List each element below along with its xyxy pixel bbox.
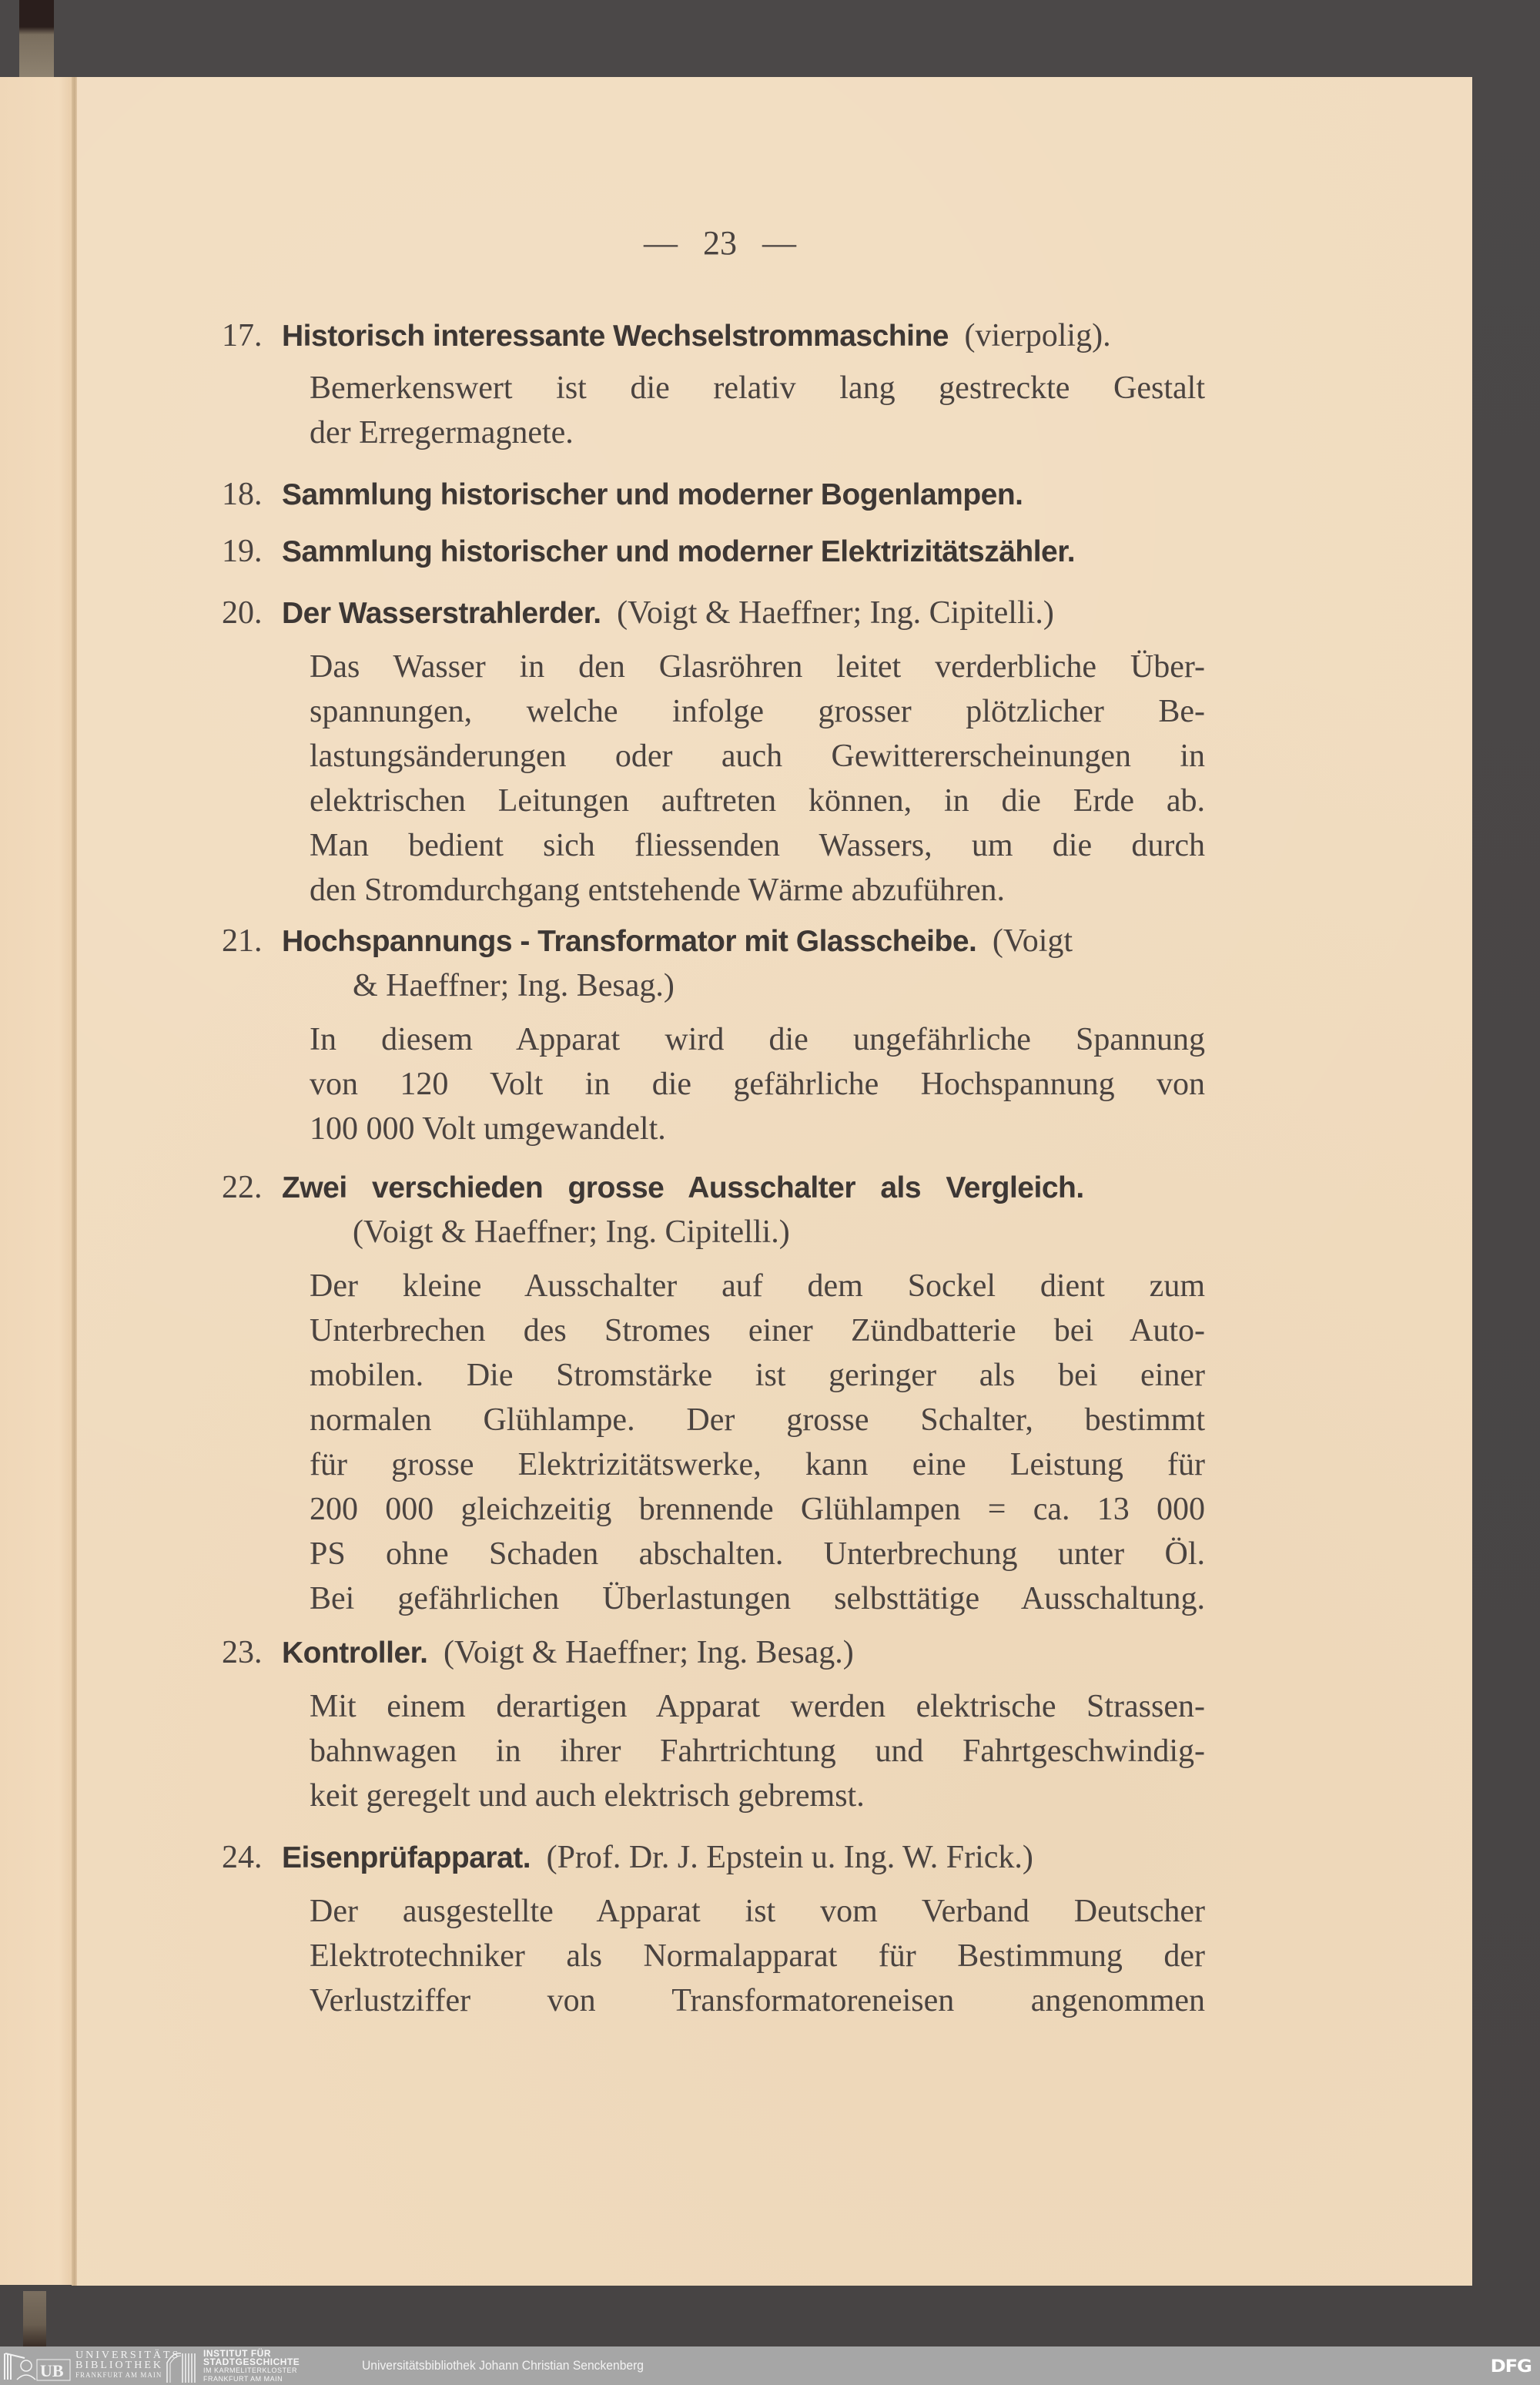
entry-title: Eisenprüfapparat. — [282, 1841, 531, 1874]
entry-number: 22. — [222, 1170, 263, 1205]
entry-title: Sammlung historischer und moderner Elektrizitätszähler. — [282, 535, 1076, 568]
entry-17-body-line: Bemerkenswert ist die relativ lang gestreckte Gestalt — [310, 370, 1205, 406]
entry-21-heading — [222, 923, 1073, 960]
entry-19-heading — [222, 533, 1075, 570]
entry-23-body-line: bahnwagen in ihrer Fahrtrichtung und Fahrtgeschwindig- — [310, 1733, 1205, 1769]
entry-credit: (Voigt & Haeffner; Ing. Besag.) — [444, 1635, 854, 1670]
entry-credit: (Voigt — [992, 923, 1073, 959]
page-number: — 23 — — [644, 224, 796, 262]
entry-21-credit-continuation: & Haeffner; Ing. Besag.) — [353, 968, 675, 1003]
entry-20-body-line: spannungen, welche infolge grosser plötzlicher Be- — [310, 694, 1205, 729]
entry-number: 18. — [222, 477, 263, 512]
ub-line-1: UNIVERSITÄTS — [75, 2350, 181, 2361]
entry-title: Zwei verschieden grosse Ausschalter als Vergleich. — [282, 1171, 1084, 1204]
entry-number: 17. — [222, 318, 263, 353]
entry-title: Hochspannungs - Transformator mit Glasscheibe. — [282, 925, 977, 958]
entry-credit: (vierpolig). — [964, 318, 1111, 353]
entry-number: 20. — [222, 595, 263, 631]
entry-17-heading — [222, 317, 1111, 354]
binding-strip-top — [19, 0, 54, 77]
entry-22-body-line: Bei gefährlichen Überlastungen selbsttätige Ausschaltung. — [310, 1581, 1205, 1616]
isg-arch-logo-icon — [166, 2352, 198, 2383]
entry-20-body-line: lastungsänderungen oder auch Gewittererscheinungen in — [310, 739, 1205, 774]
svg-text:UB: UB — [40, 2361, 64, 2380]
entry-number: 19. — [222, 534, 263, 569]
isg-line-4: FRANKFURT AM MAIN — [203, 2375, 283, 2383]
entry-20-heading — [222, 595, 1054, 631]
entry-number: 21. — [222, 923, 263, 959]
entry-17-body-line: der Erregermagnete. — [310, 415, 574, 451]
entry-20-body-line: elektrischen Leitungen auftreten können, in die Erde ab. — [310, 783, 1205, 819]
ub-library-name — [75, 2350, 180, 2380]
entry-22-body-line: PS ohne Schaden abschalten. Unterbrechung unter Öl. — [310, 1536, 1205, 1572]
entry-credit: (Voigt & Haeffner; Ing. Cipitelli.) — [617, 595, 1054, 631]
entry-21-body-line: In diesem Apparat wird die ungefährliche Spannung — [310, 1022, 1205, 1057]
dfg-logo-icon: DFG — [1490, 2357, 1532, 2377]
facing-page-edge — [0, 77, 74, 2285]
entry-title: Historisch interessante Wechselstrommaschine — [282, 320, 949, 353]
entry-20-body-line: Das Wasser in den Glasröhren leitet verderbliche Über- — [310, 649, 1205, 685]
entry-21-body-line: 100 000 Volt umgewandelt. — [310, 1111, 666, 1147]
entry-22-body-line: Der kleine Ausschalter auf dem Sockel dient zum — [310, 1268, 1205, 1304]
ub-library-logo-icon — [3, 2352, 71, 2381]
isg-line-1: INSTITUT FÜR — [203, 2348, 271, 2359]
entry-number: 24. — [222, 1840, 263, 1875]
isg-line-2: STADTGESCHICHTE — [203, 2357, 300, 2367]
entry-22-body-line: normalen Glühlampe. Der grosse Schalter, bestimmt — [310, 1402, 1205, 1438]
entry-22-body-line: für grosse Elektrizitätswerke, kann eine Leistung für — [310, 1447, 1205, 1482]
entry-24-body-line: Elektrotechniker als Normalapparat für Bestimmung der — [310, 1938, 1205, 1974]
footer-bar — [0, 2346, 1540, 2385]
ub-line-3: FRANKFURT AM MAIN — [75, 2371, 162, 2379]
entry-number: 23. — [222, 1635, 263, 1670]
isg-line-3: IM KARMELITERKLOSTER — [203, 2367, 298, 2374]
entry-23-body-line: Mit einem derartigen Apparat werden elektrische Strassen- — [310, 1689, 1205, 1724]
entry-22-heading — [222, 1169, 1084, 1206]
ub-line-2: BIBLIOTHEK — [75, 2360, 163, 2371]
entry-20-body-line: Man bedient sich fliessenden Wassers, um die durch — [310, 828, 1205, 863]
entry-20-body-line: den Stromdurchgang entstehende Wärme abzuführen. — [310, 873, 1006, 908]
entry-21-body-line: von 120 Volt in die gefährliche Hochspannung von — [310, 1067, 1205, 1102]
binding-strip-bottom — [23, 2291, 46, 2346]
entry-23-heading — [222, 1634, 854, 1671]
entry-credit: (Prof. Dr. J. Epstein u. Ing. W. Frick.) — [546, 1840, 1033, 1875]
entry-24-body-line: Verlustziffer von Transformatoreneisen angenommen — [310, 1983, 1205, 2018]
entry-22-body-line: mobilen. Die Stromstärke ist geringer als bei einer — [310, 1358, 1205, 1393]
entry-24-heading — [222, 1839, 1033, 1876]
entry-title: Der Wasserstrahlerder. — [282, 597, 601, 630]
entry-22-body-line: Unterbrechen des Stromes einer Zündbatterie bei Auto- — [310, 1313, 1205, 1348]
entry-22-credit-continuation: (Voigt & Haeffner; Ing. Cipitelli.) — [353, 1214, 790, 1250]
entry-18-heading — [222, 476, 1023, 513]
entry-22-body-line: 200 000 gleichzeitig brennende Glühlampen = ca. 13 000 — [310, 1492, 1205, 1527]
isg-institute-name — [203, 2350, 300, 2383]
entry-title: Kontroller. — [282, 1636, 428, 1670]
entry-title: Sammlung historischer und moderner Bogenlampen. — [282, 478, 1023, 511]
entry-23-body-line: keit geregelt und auch elektrisch gebremst. — [310, 1778, 865, 1814]
entry-24-body-line: Der ausgestellte Apparat ist vom Verband Deutscher — [310, 1894, 1205, 1929]
library-credit-text: Universitätsbibliothek Johann Christian Senckenberg — [362, 2358, 644, 2373]
